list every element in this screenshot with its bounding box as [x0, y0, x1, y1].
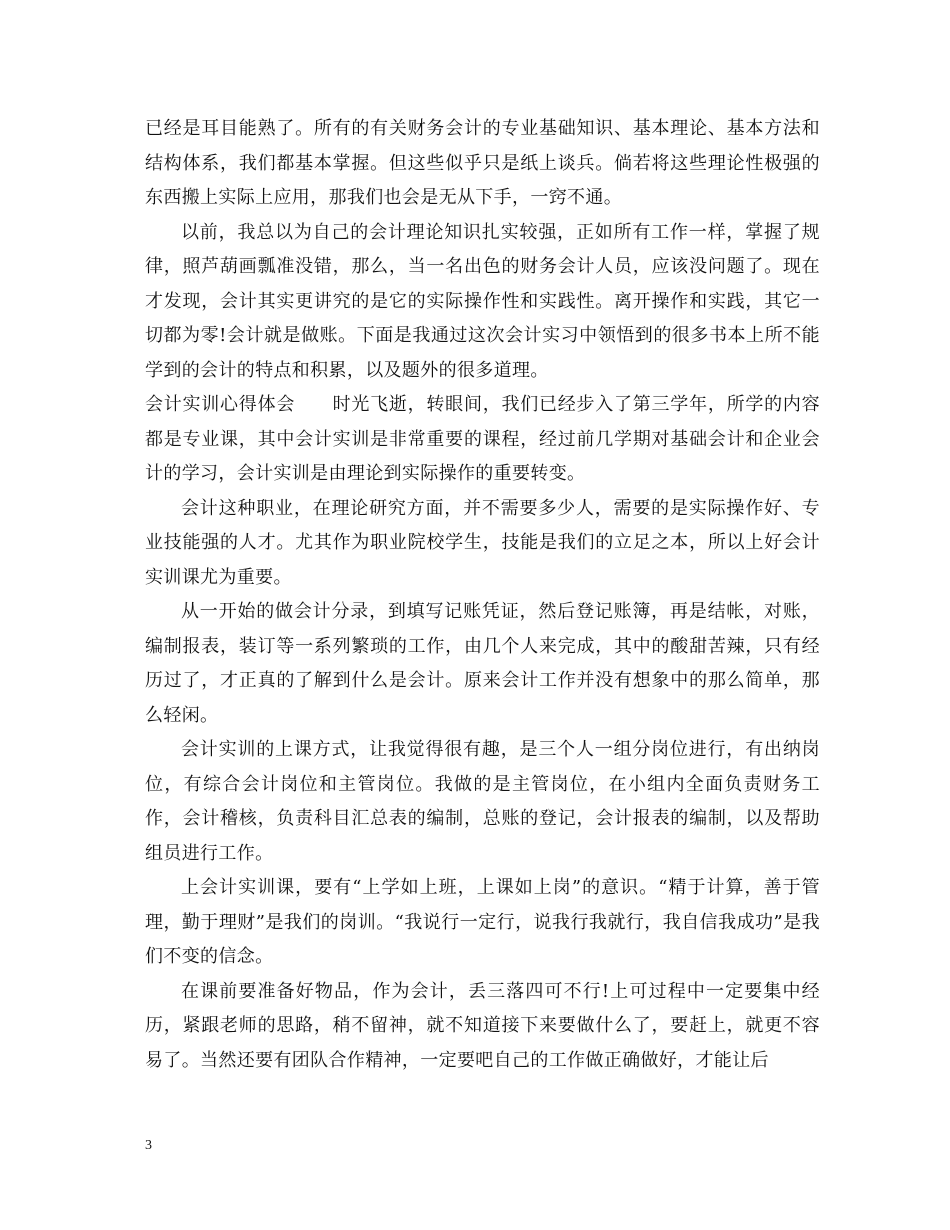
page-number: 3 — [145, 1138, 152, 1153]
paragraph-1: 已经是耳目能熟了。所有的有关财务会计的专业基础知识、基本理论、基本方法和结构体系，我们都基本掌握。但这些似乎只是纸上谈兵。倘若将这些理论性极强的东西搬上实际上应用，那我们也会是无从下手，一窍不通。 — [145, 118, 820, 208]
paragraph-4: 会计这种职业，在理论研究方面，并不需要多少人，需要的是实际操作好、专业技能强的人才。尤其作为职业院校学生，技能是我们的立足之本，所以上好会计实训课尤为重要。 — [145, 497, 820, 588]
paragraph-7: 上会计实训课，要有“上学如上班，上课如上岗”的意识。“精于计算，善于管理，勤于理财”是我们的岗训。“我说行一定行，说我行我就行，我自信我成功”是我们不变的信念。 — [145, 877, 820, 967]
document-body — [145, 112, 820, 1078]
paragraph-8: 在课前要准备好物品，作为会计，丢三落四可不行!上可过程中一定要集中经历，紧跟老师的思路，稍不留神，就不知道接下来要做什么了，要赶上，就更不容易了。当然还要有团队合作精神，一定要吧自己的工作做正确做好，才能让后 — [145, 980, 820, 1071]
paragraph-2: 以前，我总以为自己的会计理论知识扎实较强，正如所有工作一样，掌握了规律，照芦葫画瓢准没错，那么，当一名出色的财务会计人员，应该没问题了。现在才发现，会计其实更讲究的是它的实际操作性和实践性。离开操作和实践，其它一切都为零!会计就是做账。下面是我通过这次会计实习中领悟到的很多书本上所不能学到的会计的特点和积累，以及题外的很多道理。 — [145, 221, 820, 381]
paragraph-5: 从一开始的做会计分录，到填写记账凭证，然后登记账簿，再是结帐，对账，编制报表，装订等一系列繁琐的工作，由几个人来完成，其中的酸甜苦辣，只有经历过了，才正真的了解到什么是会计。原来会计工作并没有想象中的那么简单，那么轻闲。 — [145, 601, 820, 726]
paragraph-6: 会计实训的上课方式，让我觉得很有趣，是三个人一组分岗位进行，有出纳岗位，有综合会计岗位和主管岗位。我做的是主管岗位，在小组内全面负责财务工作，会计稽核，负责科目汇总表的编制，总账的登记，会计报表的编制，以及帮助组员进行工作。 — [145, 739, 820, 864]
paragraph-3: 会计实训心得体会 时光飞逝，转眼间，我们已经步入了第三学年，所学的内容都是专业课，其中会计实训是非常重要的课程，经过前几学期对基础会计和企业会计的学习，会计实训是由理论到实际操作的重要转变。 — [145, 394, 820, 484]
